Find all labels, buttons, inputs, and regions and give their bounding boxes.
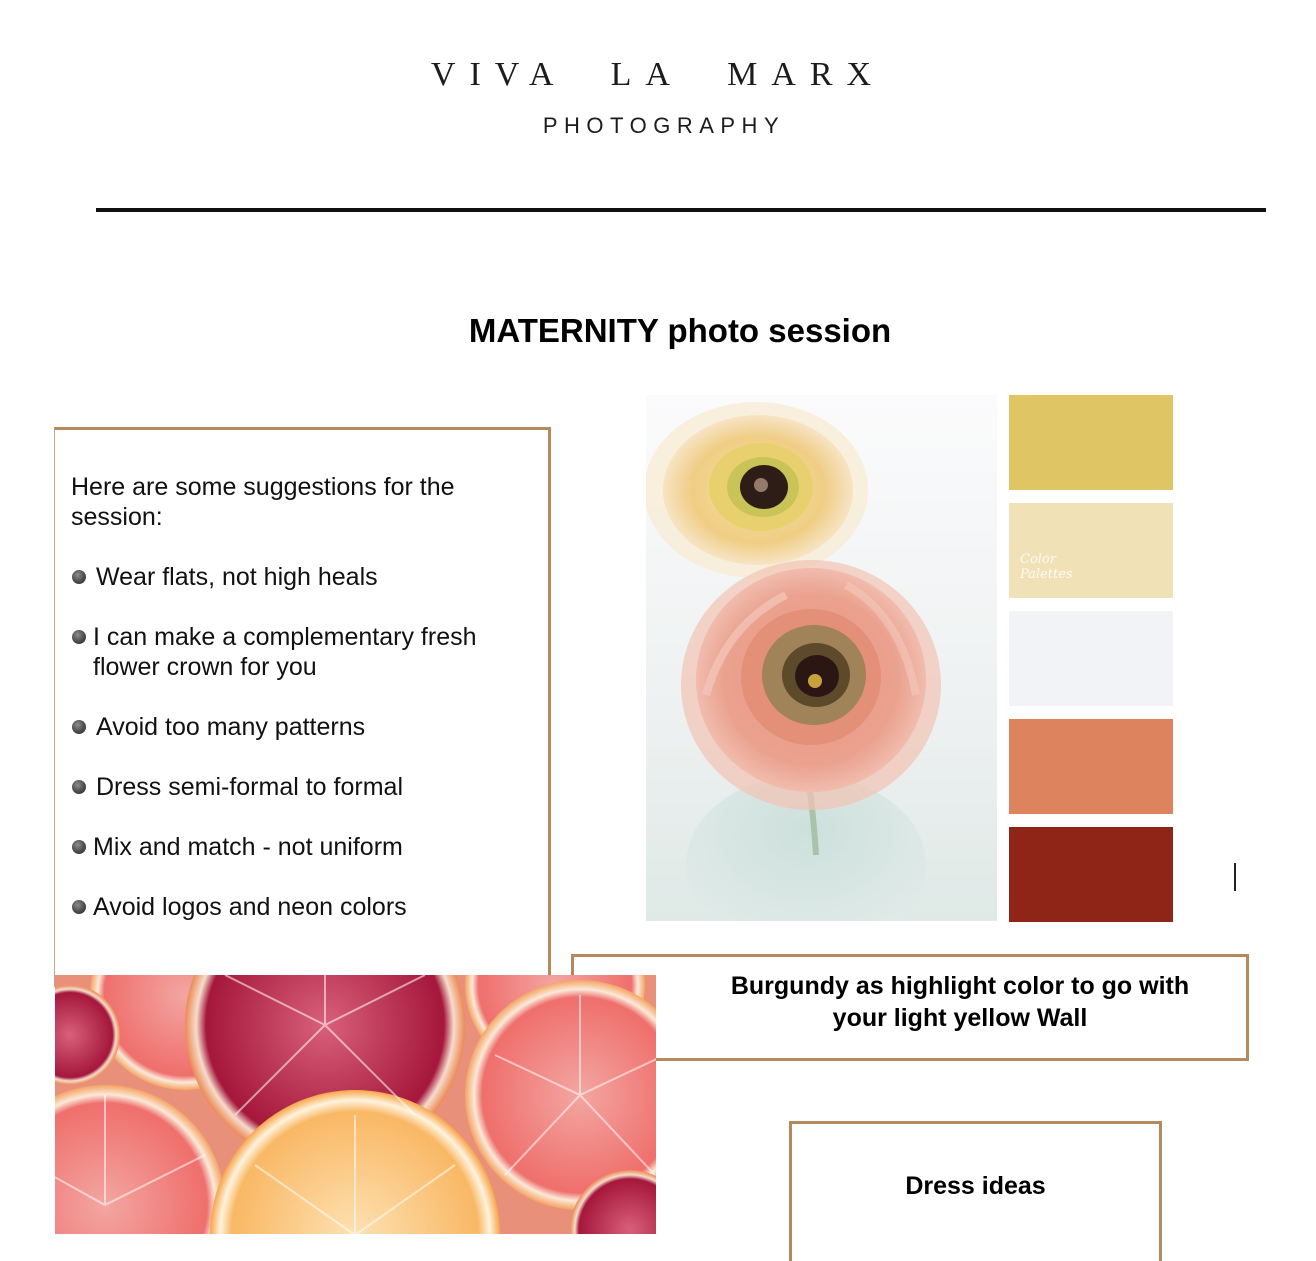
dress-ideas-label: Dress ideas (905, 1172, 1046, 1200)
suggestions-intro: Here are some suggestions for the session: (71, 473, 455, 531)
text-cursor (1234, 863, 1236, 891)
logo-title: VIVA LA MARX (430, 56, 886, 93)
suggestion-item (72, 622, 542, 682)
palette-watermark (1020, 552, 1073, 582)
bullet-icon (72, 630, 86, 644)
color-swatch (1009, 827, 1173, 922)
grapefruit-photo (55, 975, 656, 1234)
caption-text (656, 970, 1264, 1034)
suggestion-item (72, 832, 542, 862)
color-swatch (1009, 395, 1173, 490)
suggestion-item (72, 562, 542, 592)
suggestion-item (72, 892, 542, 922)
suggestion-text: Mix and match - not uniform (93, 833, 403, 861)
watermark-line2: Palettes (1020, 567, 1073, 582)
bullet-icon (72, 900, 86, 914)
page-title-bold: MATERNITY (468, 312, 659, 349)
caption-line2: your light yellow Wall (832, 1004, 1088, 1032)
suggestion-text: Dress semi-formal to formal (96, 773, 403, 801)
suggestion-text: I can make a complementary fresh flower crown for you (93, 623, 477, 681)
color-swatch (1009, 719, 1173, 814)
suggestion-text: Avoid logos and neon colors (93, 893, 407, 921)
color-swatch (1009, 503, 1173, 598)
watermark-line1: Color (1020, 552, 1056, 567)
bullet-icon (72, 780, 86, 794)
caption-line1: Burgundy as highlight color to go with (730, 972, 1190, 1000)
suggestion-item (72, 772, 542, 802)
color-swatch (1009, 611, 1173, 706)
flower-photo (646, 395, 997, 921)
page-title-rest: photo session (658, 312, 892, 349)
suggestion-text: Wear flats, not high heals (96, 563, 378, 591)
bullet-icon (72, 840, 86, 854)
suggestion-text: Avoid too many patterns (96, 713, 366, 741)
page-title (380, 312, 980, 350)
bullet-icon (72, 720, 86, 734)
header-divider (96, 208, 1266, 212)
suggestion-item (72, 712, 542, 742)
bullet-icon (72, 570, 86, 584)
logo-subtitle: PHOTOGRAPHY (542, 113, 786, 138)
